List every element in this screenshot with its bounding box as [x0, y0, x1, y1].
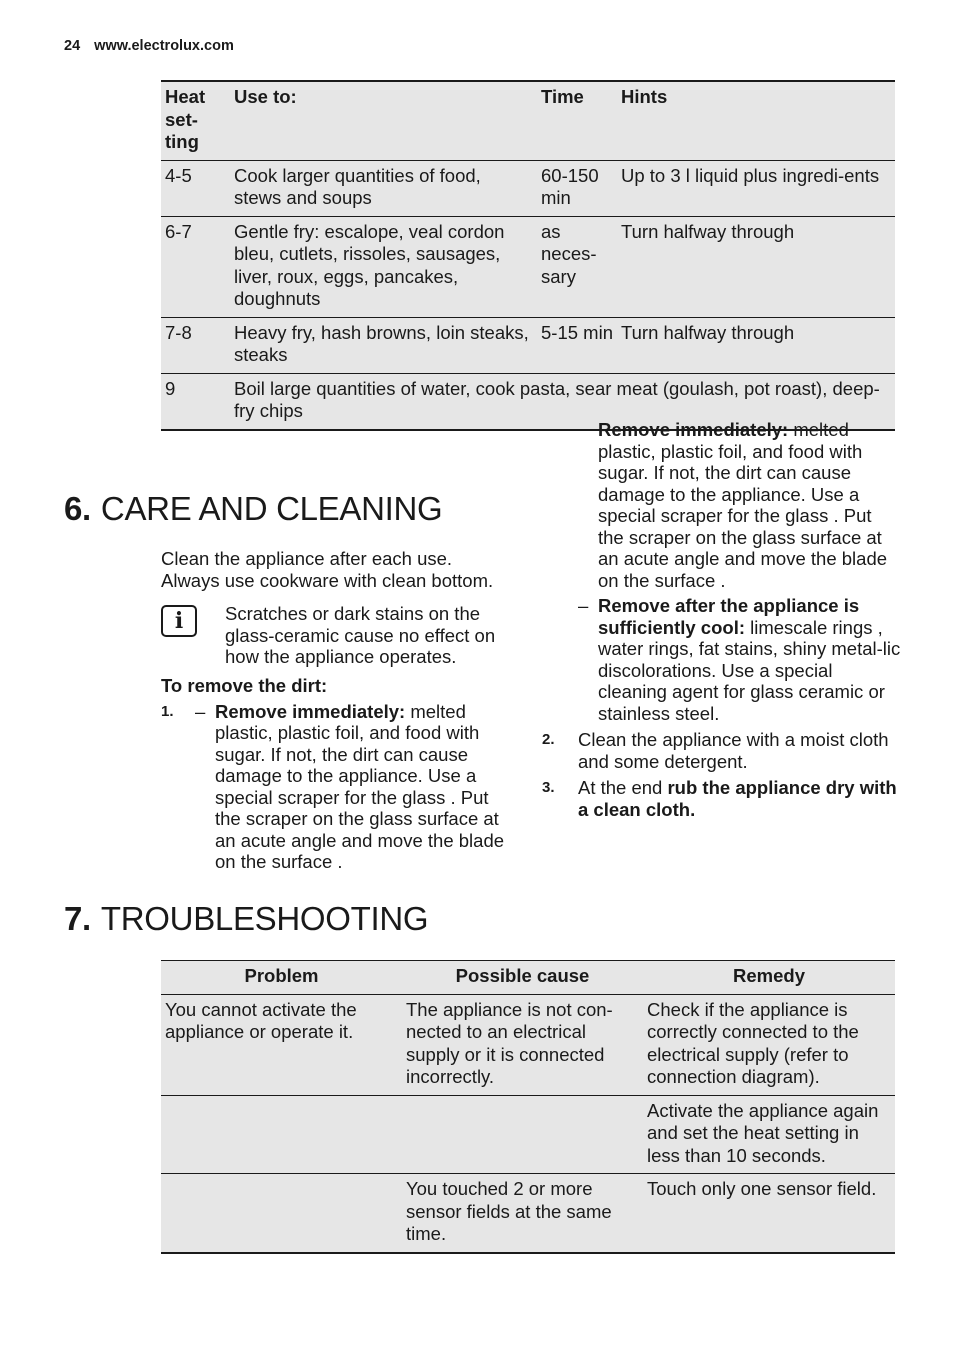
- care-left-column: [161, 548, 511, 872]
- table-header-row: [161, 81, 895, 160]
- subheading: To remove the dirt:: [161, 675, 328, 696]
- heat-setting-cell: 9: [161, 373, 230, 430]
- hints-cell: Turn halfway through: [617, 216, 895, 317]
- care-right-column: [542, 419, 902, 820]
- troubleshooting-table: [161, 960, 895, 1254]
- step-number: 1.: [161, 702, 174, 720]
- step-text: Clean the appliance with a moist cloth and some detergent.: [578, 729, 889, 772]
- section-heading: TROUBLESHOOTING: [100, 900, 429, 937]
- table-row: [161, 216, 895, 317]
- remedy-cell: Touch only one sensor field.: [643, 1174, 895, 1253]
- section-heading: CARE AND CLEANING: [100, 490, 443, 527]
- step-text: limescale rings , water rings, fat stains, shiny metal-lic discolorations. Use a special cleaning agent for glass ceramic or stainless steel.: [598, 616, 901, 724]
- use-cell: Gentle fry: escalope, veal cordon bleu, cutlets, rissoles, sausages, liver, roux, eggs, pancakes, doughnuts: [230, 216, 537, 317]
- step-2: [542, 729, 902, 772]
- step-text: At the end: [578, 777, 668, 798]
- section-number: 6.: [64, 490, 91, 527]
- page-number: 24: [64, 38, 81, 54]
- step-emphasis: Remove immediately:: [598, 419, 789, 440]
- step-emphasis: Remove after the appliance is sufficiently cool:: [598, 595, 860, 638]
- column-header: Time: [537, 81, 617, 160]
- column-header: Hints: [617, 81, 895, 160]
- use-cell: Cook larger quantities of food, stews and soups: [230, 160, 537, 216]
- column-header: Use to:: [230, 81, 537, 160]
- use-cell: Boil large quantities of water, cook pasta, sear meat (goulash, pot roast), deep-fry chips: [230, 373, 895, 430]
- heat-setting-cell: 7-8: [161, 317, 230, 373]
- table-row: [161, 994, 895, 1095]
- time-cell: 60-150 min: [537, 160, 617, 216]
- time-cell: as neces-sary: [537, 216, 617, 317]
- page-header: [64, 38, 234, 54]
- step-text: melted plastic, plastic foil, and food with sugar. If not, the dirt can cause damage to the appliance. Use a special scraper for the glass . Put the scraper on the glass surface at an acute angle and move the blade on the surface .: [215, 700, 505, 872]
- remedy-cell: Check if the appliance is correctly connected to the electrical supply (refer to connection diagram).: [643, 994, 895, 1095]
- problem-cell: You cannot activate the appliance or operate it.: [161, 994, 402, 1095]
- hints-cell: Up to 3 l liquid plus ingredi-ents: [617, 160, 895, 216]
- step-1: [161, 700, 511, 872]
- cause-cell: You touched 2 or more sensor fields at the same time.: [402, 1174, 643, 1253]
- intro-text: Always use cookware with clean bottom.: [161, 569, 494, 591]
- heat-setting-cell: 6-7: [161, 216, 230, 317]
- cause-cell: [402, 1095, 643, 1174]
- step-text: melted plastic, plastic foil, and food with sugar. If not, the dirt can cause damage to the appliance. Use a special scraper for the glass . Put the scraper on the glass surface at an acute angle and move the blade on the surface .: [598, 419, 888, 591]
- use-cell: Heavy fry, hash browns, loin steaks, steaks: [230, 317, 537, 373]
- section-title-troubleshooting: [64, 900, 428, 938]
- info-note-text: Scratches or dark stains on the glass-ceramic cause no effect on how the appliance operates.: [225, 603, 496, 667]
- column-header: Possible cause: [402, 961, 643, 995]
- table-row: [161, 317, 895, 373]
- section-number: 7.: [64, 900, 91, 937]
- heat-setting-cell: 4-5: [161, 160, 230, 216]
- info-note: [161, 603, 511, 675]
- step-number: 2.: [542, 731, 555, 748]
- table-row: [161, 1174, 895, 1253]
- bullet-dash: –: [578, 595, 589, 616]
- column-header: Remedy: [643, 961, 895, 995]
- hints-cell: Turn halfway through: [617, 317, 895, 373]
- table-header-row: [161, 961, 895, 995]
- heat-setting-table: [161, 80, 895, 431]
- step-1b: [542, 595, 902, 724]
- table-row: [161, 1095, 895, 1174]
- remedy-cell: Activate the appliance again and set the heat setting in less than 10 seconds.: [643, 1095, 895, 1174]
- website-link[interactable]: www.electrolux.com: [94, 38, 234, 54]
- step-emphasis: rub the appliance dry with a clean cloth.: [578, 777, 897, 820]
- column-header: Heat set-ting: [161, 81, 230, 160]
- problem-cell: [161, 1095, 402, 1174]
- cause-cell: The appliance is not con-nected to an electrical supply or it is connected incorrectly.: [402, 994, 643, 1095]
- time-cell: 5-15 min: [537, 317, 617, 373]
- step-1-continued: [542, 419, 902, 591]
- step-number: 3.: [542, 779, 555, 796]
- intro-text: Clean the appliance after each use.: [161, 548, 453, 569]
- info-icon: i: [161, 605, 197, 637]
- problem-cell: [161, 1174, 402, 1253]
- step-emphasis: Remove immediately:: [215, 700, 406, 722]
- step-3: [542, 777, 902, 820]
- table-row: [161, 160, 895, 216]
- bullet-dash: –: [195, 700, 206, 722]
- section-title-care-and-cleaning: [64, 490, 442, 528]
- column-header: Problem: [161, 961, 402, 995]
